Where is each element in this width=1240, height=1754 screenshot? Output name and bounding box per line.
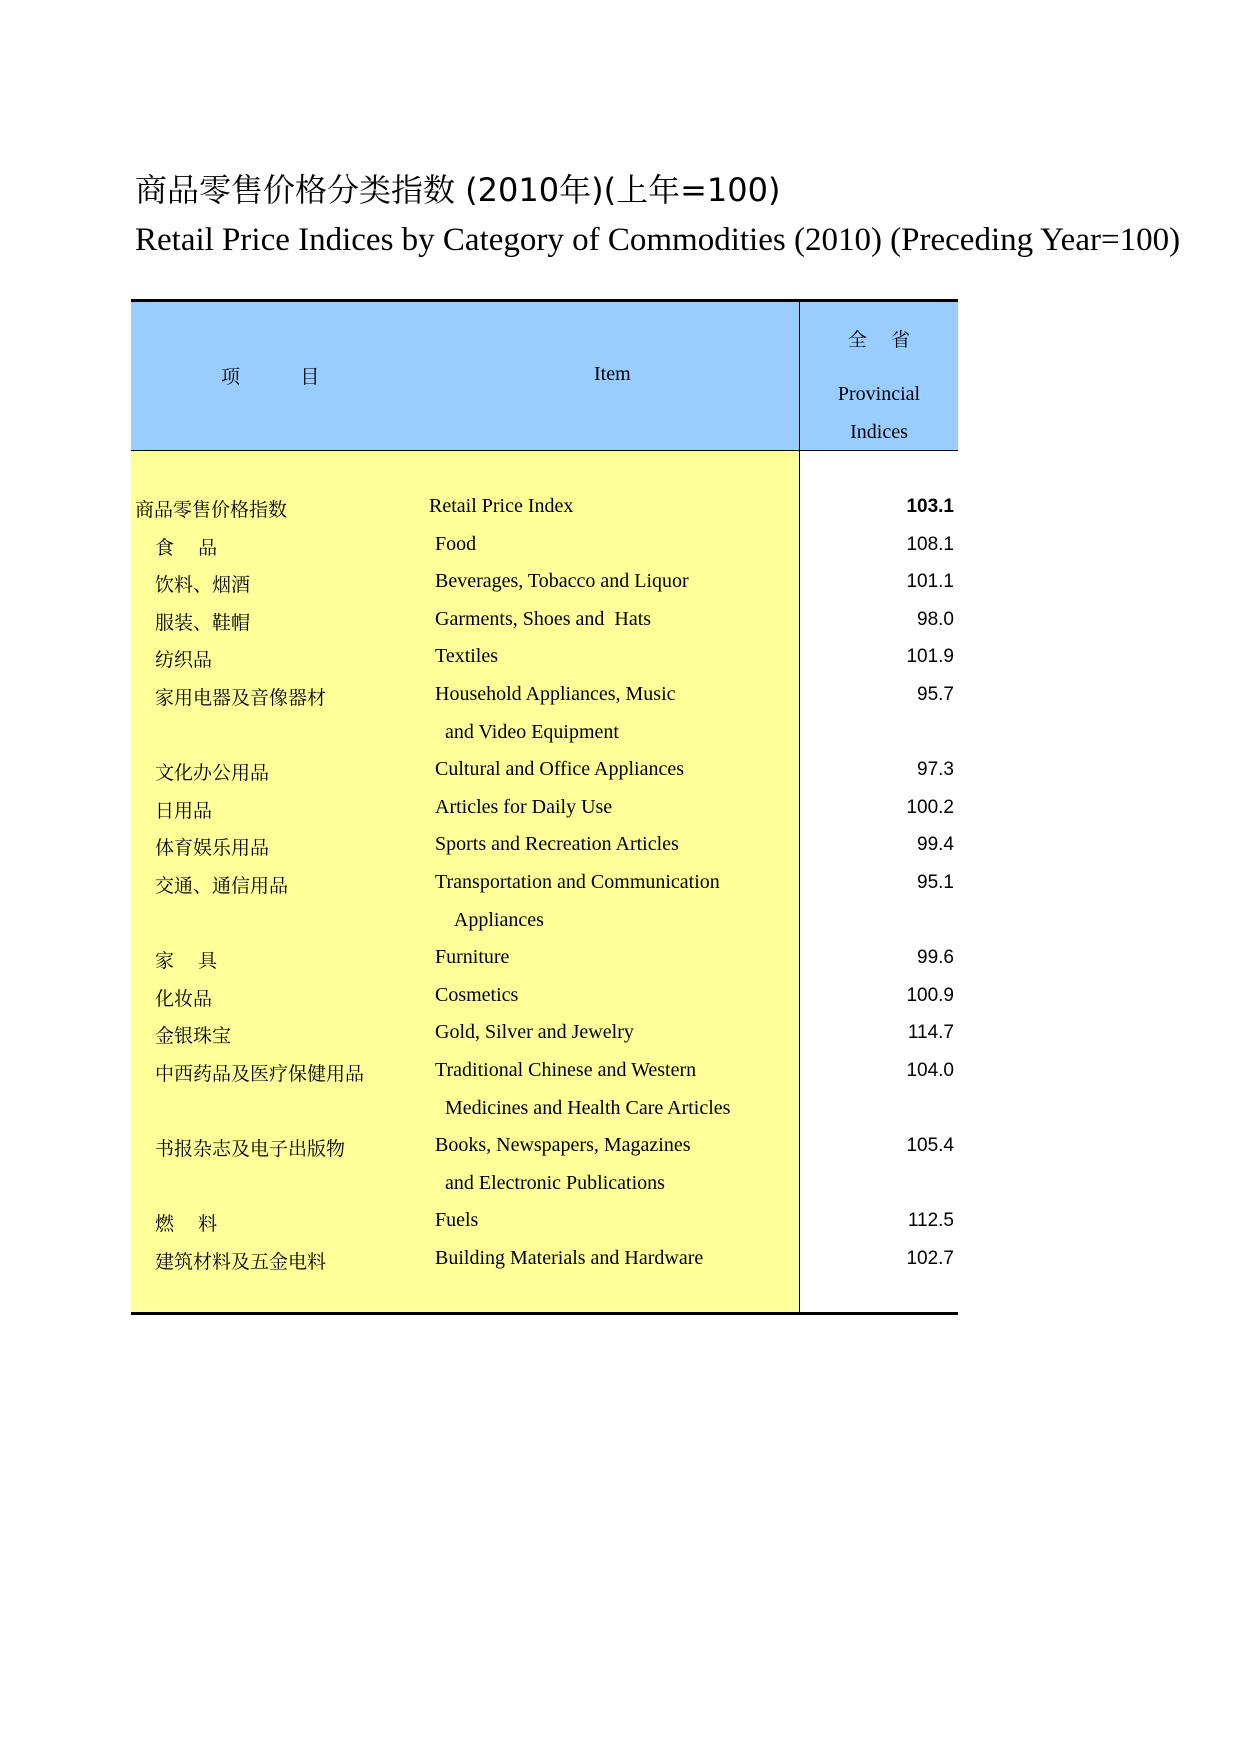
table-row <box>131 789 958 827</box>
row-value: 99.4 <box>917 834 954 856</box>
row-label-en: Household Appliances, Music <box>435 682 676 705</box>
table-row <box>131 1052 958 1090</box>
row-label-en: Sports and Recreation Articles <box>435 833 679 856</box>
table-row <box>131 638 958 676</box>
row-value: 114.7 <box>907 1022 954 1044</box>
row-label-en: Building Materials and Hardware <box>435 1246 704 1269</box>
table-row <box>131 1014 958 1052</box>
page-title-zh: 商品零售价格分类指数 (2010年)(上年=100) <box>135 171 781 209</box>
row-label-zh: 饮料、烟酒 <box>155 574 251 597</box>
row-label-en: Garments, Shoes and Hats <box>435 607 652 630</box>
header-province-en-line1: Provincial <box>837 383 921 405</box>
row-label-zh: 化妆品 <box>155 987 213 1010</box>
row-value: 100.9 <box>906 984 954 1006</box>
table-row <box>131 1202 958 1240</box>
row-label-en: Furniture <box>435 946 510 969</box>
row-label-en: Appliances <box>435 908 544 931</box>
header-item-en: Item <box>594 363 631 385</box>
table-rows <box>131 488 958 1277</box>
row-label-zh: 纺织品 <box>155 649 213 672</box>
row-label-zh: 日用品 <box>155 799 213 822</box>
row-label-zh: 商品零售价格指数 <box>135 499 288 521</box>
row-label-zh: 服装、鞋帽 <box>155 611 251 634</box>
row-label-en: Textiles <box>435 645 499 668</box>
table-bottom-rule <box>131 1312 958 1315</box>
row-value: 101.1 <box>906 571 954 593</box>
row-label-en: and Video Equipment <box>435 720 619 743</box>
row-value: 105.4 <box>906 1135 954 1157</box>
row-value: 99.6 <box>917 947 954 969</box>
row-value: 103.1 <box>906 496 954 517</box>
row-label-en: Books, Newspapers, Magazines <box>435 1134 691 1157</box>
row-label-zh: 文化办公用品 <box>155 762 270 785</box>
page-title-en: Retail Price Indices by Category of Commodities (2010) (Preceding Year=100) <box>135 222 1181 258</box>
table-row <box>131 488 958 526</box>
row-label-en: Articles for Daily Use <box>435 795 613 818</box>
row-label-en: Fuels <box>435 1209 479 1232</box>
row-value: 100.2 <box>906 796 954 818</box>
row-label-zh: 中西药品及医疗保健用品 <box>155 1062 365 1085</box>
table-row <box>131 1165 958 1203</box>
table-header <box>131 302 958 451</box>
table-row <box>131 526 958 564</box>
row-label-en: Beverages, Tobacco and Liquor <box>435 570 689 593</box>
row-label-en: Cosmetics <box>435 983 519 1006</box>
row-value: 97.3 <box>917 759 954 781</box>
header-item-zh: 项 目 <box>221 366 320 388</box>
table-row <box>131 977 958 1015</box>
row-value: 101.9 <box>906 646 954 668</box>
table-row <box>131 1090 958 1128</box>
row-label-zh: 金银珠宝 <box>155 1025 232 1048</box>
table-row <box>131 1127 958 1165</box>
table-row <box>131 563 958 601</box>
header-province-zh: 全 省 <box>847 329 911 351</box>
row-value: 112.5 <box>907 1210 954 1232</box>
row-label-zh: 食 品 <box>155 536 218 559</box>
row-value: 108.1 <box>906 533 954 555</box>
row-label-en: Cultural and Office Appliances <box>435 758 685 781</box>
row-value: 95.1 <box>917 871 954 893</box>
row-value: 98.0 <box>917 608 954 630</box>
row-value: 104.0 <box>906 1059 954 1081</box>
table-row <box>131 864 958 902</box>
table-row <box>131 902 958 940</box>
row-label-en: Traditional Chinese and Western <box>435 1058 697 1081</box>
table-row <box>131 676 958 714</box>
row-label-en: Medicines and Health Care Articles <box>435 1096 731 1119</box>
row-value: 102.7 <box>906 1247 954 1269</box>
row-value: 95.7 <box>917 683 954 705</box>
row-label-en: Transportation and Communication <box>435 870 720 893</box>
table-row <box>131 751 958 789</box>
table-row <box>131 714 958 752</box>
row-label-zh: 家用电器及音像器材 <box>155 686 327 709</box>
price-index-table <box>131 299 958 1315</box>
row-label-zh: 交通、通信用品 <box>155 874 289 897</box>
row-label-zh: 书报杂志及电子出版物 <box>155 1138 346 1161</box>
table-body <box>131 451 958 1312</box>
row-label-zh: 建筑材料及五金电料 <box>155 1250 327 1273</box>
row-label-en: Gold, Silver and Jewelry <box>435 1021 634 1044</box>
table-row <box>131 601 958 639</box>
table-row <box>131 939 958 977</box>
row-label-zh: 燃 料 <box>155 1213 218 1236</box>
row-label-zh: 家 具 <box>155 950 218 973</box>
header-province-en-line2: Indices <box>850 421 908 443</box>
table-row <box>131 1240 958 1278</box>
row-label-en: and Electronic Publications <box>435 1171 665 1194</box>
row-label-en: Food <box>435 532 477 555</box>
row-label-en: Retail Price Index <box>429 495 574 517</box>
table-row <box>131 826 958 864</box>
row-label-zh: 体育娱乐用品 <box>155 837 270 860</box>
